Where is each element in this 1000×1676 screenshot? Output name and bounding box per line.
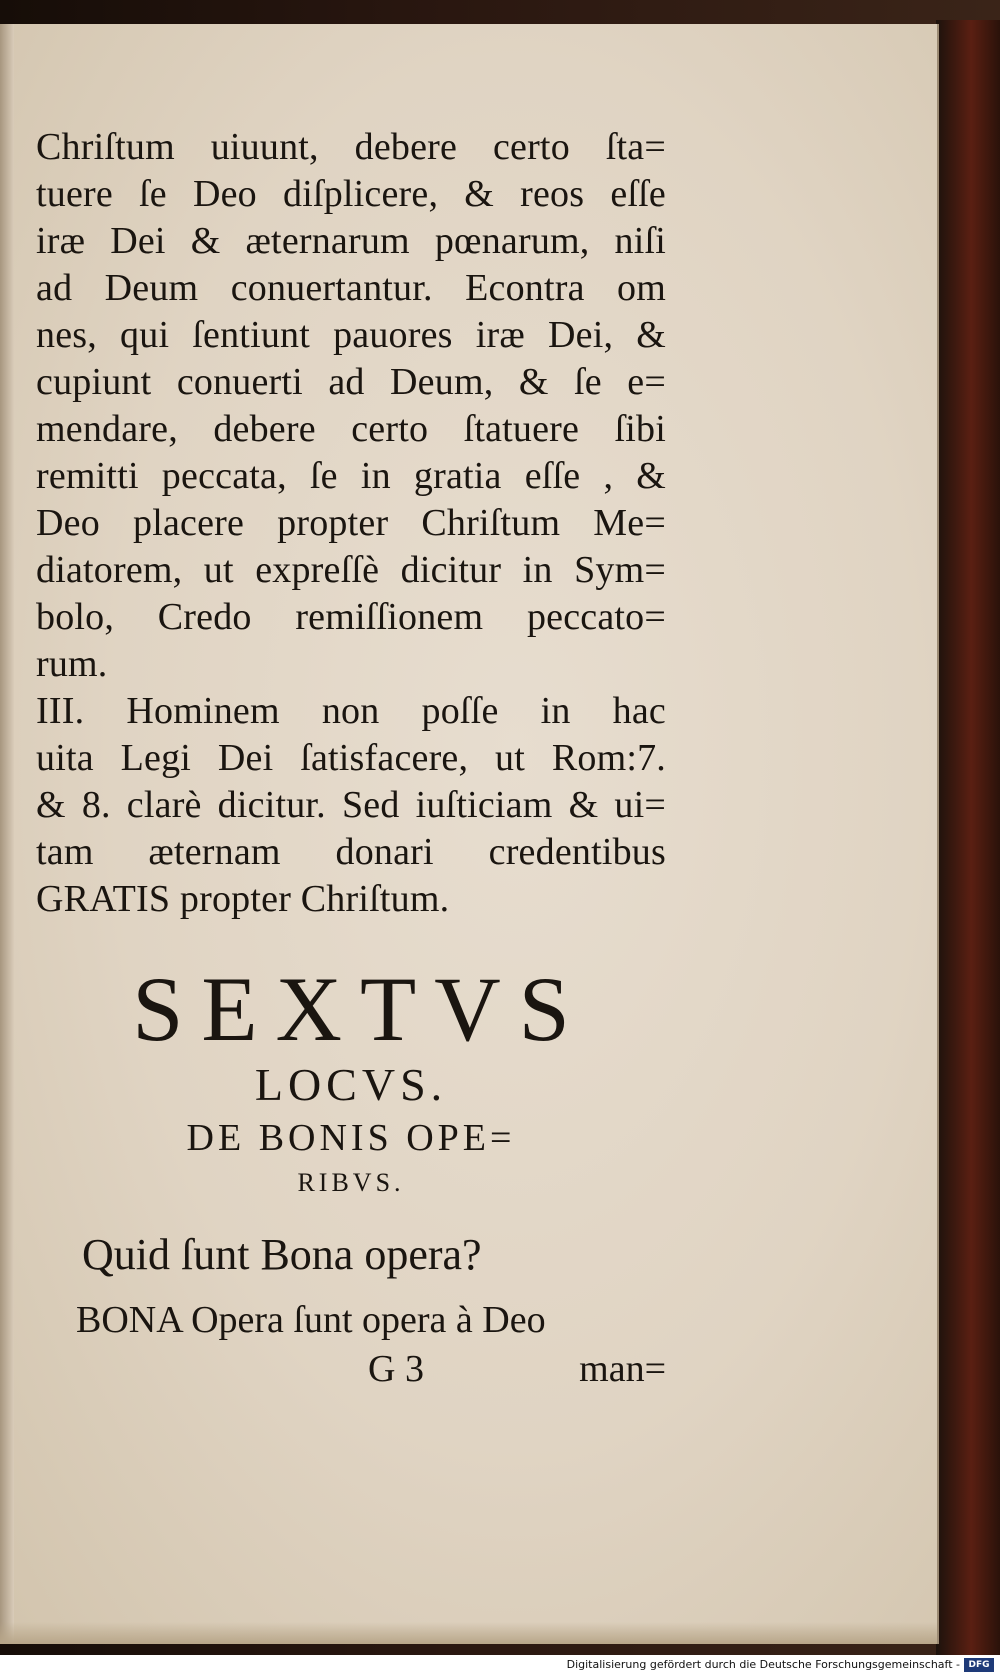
funding-notice: Digitalisierung gefördert durch die Deutsche Forschungsgemeinschaft - <box>566 1658 960 1671</box>
text-line: nes, qui ſentiunt pauores iræ Dei, & <box>36 314 666 356</box>
page-gutter-shadow <box>0 24 14 1644</box>
book-cover-edge <box>936 20 1000 1655</box>
digitization-footer <box>0 1655 1000 1676</box>
page-text-block <box>36 124 666 1393</box>
page-bottom-edge <box>0 1622 937 1644</box>
text-line: GRATIS propter Chriſtum. <box>36 878 450 920</box>
text-line: remitti peccata, ſe in gratia eſſe , & <box>36 455 666 497</box>
text-line: tuere ſe Deo diſplicere, & reos eſſe <box>36 173 666 215</box>
text-line: mendare, debere certo ſtatuere ſibi <box>36 408 666 450</box>
text-line: cupiunt conuerti ad Deum, & ſe e= <box>36 361 666 403</box>
question-line: Quid ſunt Bona opera? <box>82 1230 482 1279</box>
text-line: rum. <box>36 643 108 685</box>
text-line: diatorem, ut expreſſè dicitur in Sym= <box>36 549 666 591</box>
text-line: III. Hominem non poſſe in hac <box>36 690 666 732</box>
text-line: tam æternam donari credentibus <box>36 831 666 873</box>
page-footer-line <box>36 1345 666 1393</box>
section-subheading-continued: RIBVS. <box>297 1168 405 1197</box>
section-heading-sextus: SEXTVS <box>132 958 588 1060</box>
text-line: & 8. clarè dicitur. Sed iuſticiam & ui= <box>36 784 666 826</box>
section-subheading: DE BONIS OPE= <box>186 1117 516 1159</box>
signature-mark: G 3 <box>368 1348 424 1390</box>
text-line: ad Deum conuertantur. Econtra om <box>36 267 666 309</box>
dfg-logo: DFG <box>964 1658 994 1672</box>
text-line: Deo placere propter Chriſtum Me= <box>36 502 666 544</box>
text-line: Chriſtum uiuunt, debere certo ſta= <box>36 126 666 168</box>
answer-line: BONA Opera ſunt opera à Deo <box>76 1299 546 1341</box>
section-heading-locus: LOCVS. <box>254 1059 448 1110</box>
text-line: uita Legi Dei ſatisfacere, ut Rom:7. <box>36 737 666 779</box>
text-line: iræ Dei & æternarum pœnarum, niſi <box>36 220 666 262</box>
catchword: man= <box>579 1348 666 1390</box>
text-line: bolo, Credo remiſſionem peccato= <box>36 596 666 638</box>
